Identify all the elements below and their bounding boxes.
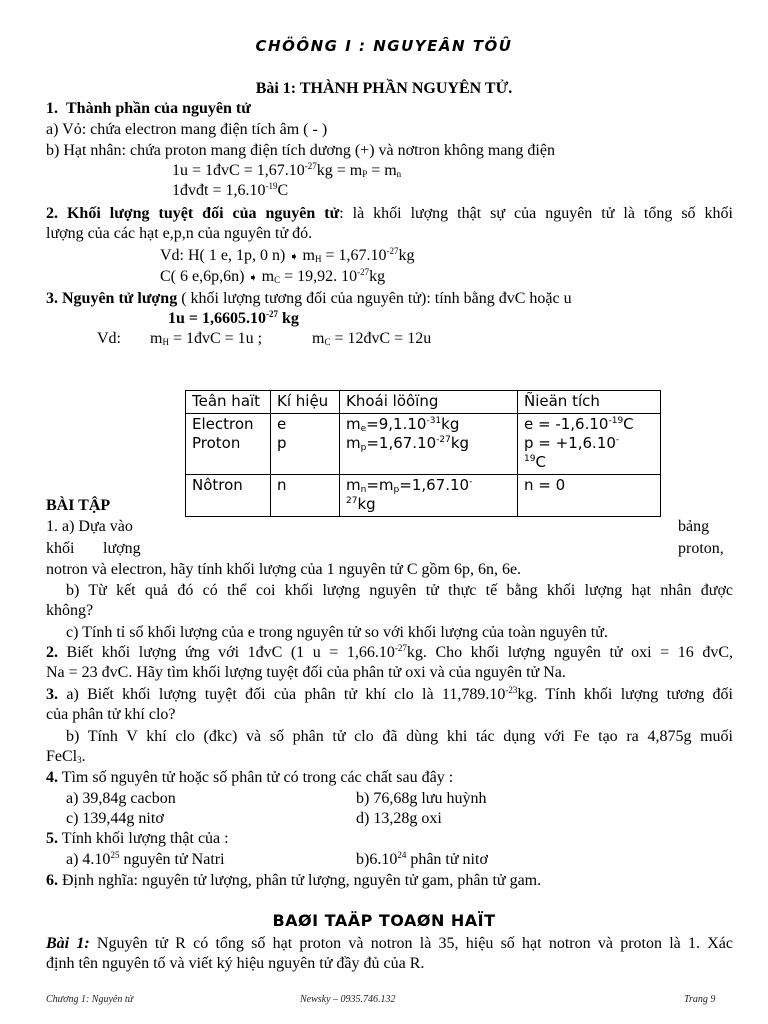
table-cell: $m_n=m_p=1,67.10^-$ $^{27}$kg [340,475,518,517]
example-carbon: C( 6 e,6p,6n) ➧ $m_C = 19,92$. $10^{-27}kg$ [160,267,386,285]
section1-number: 1. [46,100,58,117]
section3-example-label: Vd: [97,330,121,347]
exercise4-title: 4. Tìm số nguyên tử hoặc số phân tử có trong các chất sau đây : [46,769,454,786]
exercise1-line3: notron và electron, hãy tính khối lượng của 1 nguyên tử C gồm 6p, 6n, 6e. [46,561,522,578]
table-cell: Nôtron [186,475,271,517]
exercise5-b: b)6.10$^{24}$ phân tử nitơ [356,850,488,868]
exercise1-b-line2: không? [46,602,94,619]
exercise3-b-line1: b) Tính V khí clo (đkc) và số phân tử clo đã dùng khi tác dụng với Fe tạo ra 4,875g muối [66,728,733,745]
exercise1-line2-left: khối [46,540,75,557]
section1-title: Thành phần của nguyên tử [66,100,251,117]
table-header-cell: Khoái löôïng [340,391,518,414]
table-row [186,475,661,517]
exercise3-b-line2: FeCl$_3$. [46,748,86,765]
review-problem-label: Bài 1: [46,935,90,952]
formula-u: 1u = 1đvC = $1,67.10^{-27}kg = m_P = m_n$ [172,161,402,179]
exercise4-b: b) 76,68g lưu huỳnh [356,790,487,807]
table-header-cell: Kí hiệu [271,391,340,414]
table-row [186,414,661,475]
table-cell: Electron Proton [186,414,271,475]
arrow-icon: ➧ [289,250,299,263]
review-title: BAØI TAÄP TOAØN HAÏT [272,911,496,930]
table-cell: $e = -1,6.10^{-19}C$ p = +1,6.10- $^{19}$C [518,414,661,475]
section3-line1: 3. Nguyên tử lượng ( khối lượng tương đối của nguyên tử): tính bằng đvC hoặc u [46,290,572,307]
table-cell: $m_e=9,1.10^{-31}kg$ $m_p=1,67.10^{-27}kg$ [340,414,518,475]
exercises-title: BÀI TẬP [46,497,111,514]
exercise4-c: c) 139,44g nitơ [66,810,164,827]
example-hydrogen: Vd: H( 1 e, 1p, 0 n) ➧ $m_H = 1,67.10^{-27}kg$ [160,246,415,264]
footer-author: Newsky – 0935.746.132 [300,994,396,1005]
section3-title: Nguyên tử lượng [62,290,178,307]
table-header-row [186,391,661,414]
exercise1-b-line1: b) Từ kết quả đó có thể coi khối lượng nguyên tử thực tế bằng khối lượng hạt nhân được [66,582,733,599]
exercise3-line1: 3. a) Biết khối lượng tuyệt đối của phân tử khí clo là $11,789.10^{-23}kg$. Tính khối lượng tương đối [46,685,733,703]
section1-heading [46,99,251,119]
footer-chapter: Chương 1: Nguyên tử [46,994,134,1005]
footer-page-number: Trang 9 [684,994,716,1005]
exercise3-line2: của phân tử khí clo? [46,706,176,723]
formula-atomic-mass-unit: $1u = 1,6605.10^{-27}$ kg [168,309,299,327]
table-cell: n = 0 [518,475,661,517]
section2-title: Khối lượng tuyệt đối của nguyên tử [66,205,340,222]
chapter-title: CHÖÔNG I : NGUYEÂN TÖÛ [255,37,513,55]
exercise6: 6. Định nghĩa: nguyên tử lượng, phân tử lượng, nguyên tử gam, phân tử gam. [46,872,542,889]
table-cell: n [271,475,340,517]
exercise1-line2-mid: lượng [103,540,141,557]
exercise1-a-left: 1. a) Dựa vào [46,518,133,535]
section3-example-h: $m_H$ = 1đvC = 1u ; [150,330,263,347]
exercise1-a-right: bảng [678,518,710,535]
exercise1-line2-right: proton, [678,540,724,557]
section3-example-c: $m_C$ = 12đvC = 12u [312,330,432,347]
table-header-cell: Teân haït [186,391,271,414]
exercise5-title: 5. Tính khối lượng thật của : [46,830,229,847]
arrow-icon: ➧ [248,271,258,284]
exercise5-a: a) 4.10$^{25}$ nguyên tử Natri [66,850,225,868]
exercise1-c: c) Tính tỉ số khối lượng của e trong nguyên tử so với khối lượng của toàn nguyên tử. [66,624,608,641]
formula-dvdt: 1đvđt = $1,6.10^{-19}C$ [172,181,289,199]
table-cell: e p [271,414,340,475]
review-problem-line1: Bài 1: Nguyên tử R có tổng số hạt proton và notron là 35, hiệu số hạt notron và proton là 1. Xác [46,935,733,952]
exercise4-a: a) 39,84g cacbon [66,790,176,807]
table-header-cell: Ñieän tích [518,391,661,414]
review-problem-line2: định tên nguyên tố và viết ký hiệu nguyên tử đầy đủ của R. [46,955,425,972]
particle-table [185,390,661,517]
exercise2-line2: Na = 23 đvC. Hãy tìm khối lượng tuyệt đối của phân tử oxi và của nguyên tử Na. [46,664,566,681]
section2-line1: 2. Khối lượng tuyệt đối của nguyên tử: là khối lượng thật sự của nguyên tử là tổng số khối [46,205,733,222]
exercise4-d: d) 13,28g oxi [356,810,442,827]
section1-item-b: b) Hạt nhân: chứa proton mang điện tích dương (+) và nơtron không mang điện [46,142,555,159]
section1-item-a: a) Vỏ: chứa electron mang điện tích âm ( - ) [46,121,328,138]
lesson-title: Bài 1: THÀNH PHẦN NGUYÊN TỬ. [255,80,513,97]
exercise2-line1: 2. Biết khối lượng ứng với 1đvC (1 $u = 1,66.10^{-27}kg$. Cho khối lượng nguyên tử oxi = 16 đvC, [46,643,733,661]
section2-line2: lượng của các hạt e,p,n của nguyên tử đó. [46,225,313,242]
